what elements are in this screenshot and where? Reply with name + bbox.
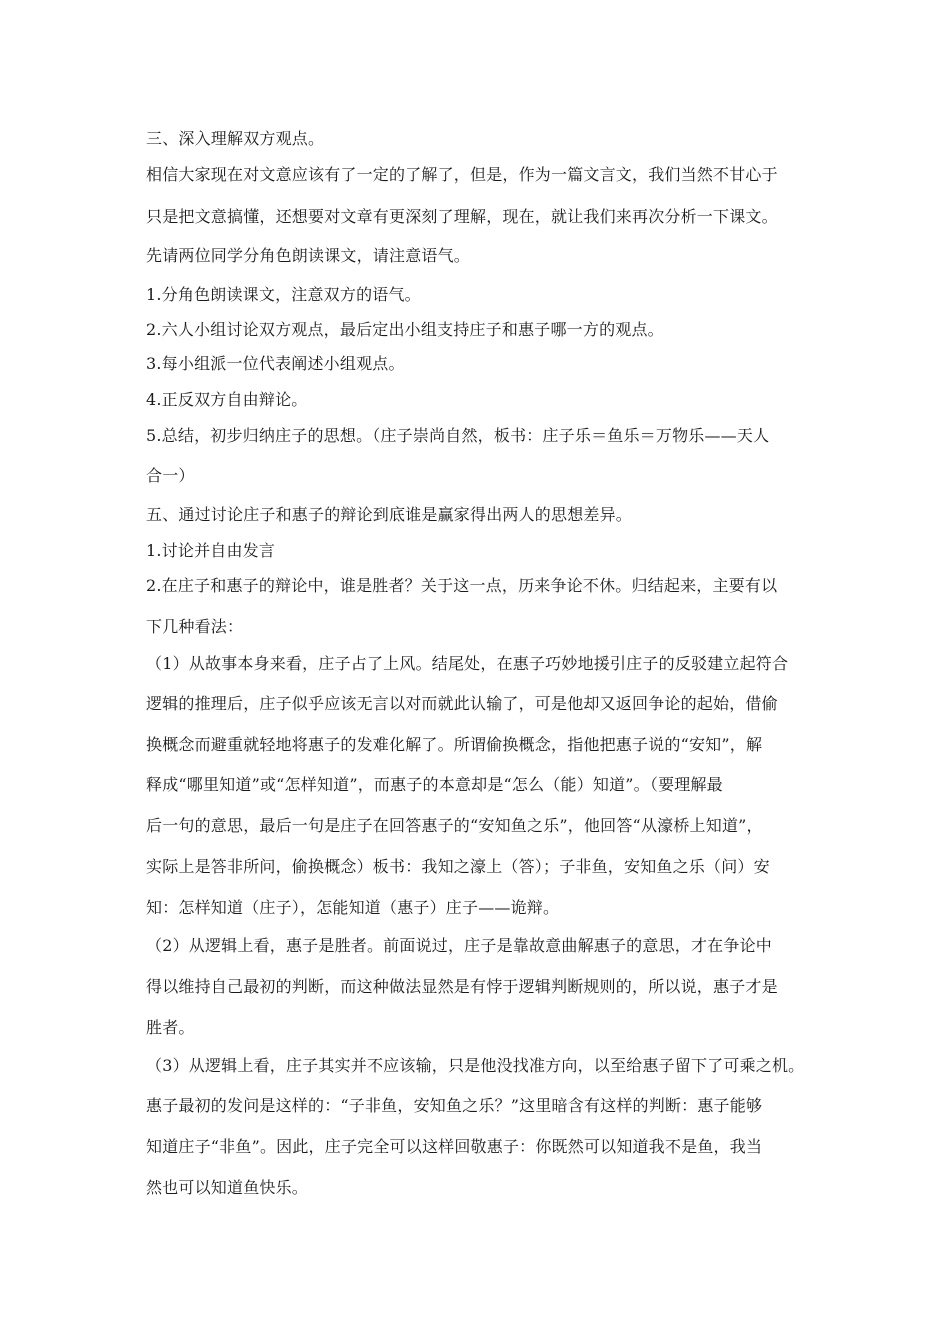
list-item: 2.在庄子和惠子的辩论中，谁是胜者？关于这一点，历来争论不休。归结起来，主要有以 [146, 576, 778, 595]
paragraph-line: 得以维持自己最初的判断，而这种做法显然是有悖于逻辑判断规则的，所以说，惠子才是 [146, 977, 778, 996]
paragraph-line: 相信大家现在对文意应该有了一定的了解了，但是，作为一篇文言文，我们当然不甘心于 [146, 165, 778, 184]
paragraph-line: 后一句的意思，最后一句是庄子在回答惠子的“安知鱼之乐”，他回答“从濠桥上知道”， [146, 816, 763, 835]
list-item: 5.总结，初步归纳庄子的思想。（庄子崇尚自然，板书：庄子乐＝鱼乐＝万物乐——天人 [146, 426, 770, 445]
paragraph-line: 惠子最初的发问是这样的：“子非鱼，安知鱼之乐？”这里暗含有这样的判断：惠子能够 [146, 1096, 763, 1115]
paragraph-line: 实际上是答非所问，偷换概念）板书：我知之濠上（答）；子非鱼，安知鱼之乐（问）安 [146, 857, 770, 876]
paragraph-line: 逻辑的推理后，庄子似乎应该无言以对而就此认输了，可是他却又返回争论的起始，借偷 [146, 694, 778, 713]
paragraph-line: 只是把文意搞懂，还想要对文章有更深刻了理解，现在，就让我们来再次分析一下课文。 [146, 207, 778, 226]
paragraph-line: 合一） [146, 466, 195, 485]
section-heading-3: 三、深入理解双方观点。 [146, 129, 325, 148]
section-heading-5: 五、通过讨论庄子和惠子的辩论到底谁是赢家得出两人的思想差异。 [146, 505, 633, 524]
paragraph-line: 先请两位同学分角色朗读课文，请注意语气。 [146, 246, 471, 265]
sub-item: （3）从逻辑上看，庄子其实并不应该输，只是他没找准方向，以至给惠子留下了可乘之机。 [146, 1056, 805, 1075]
list-item: 2.六人小组讨论双方观点，最后定出小组支持庄子和惠子哪一方的观点。 [146, 320, 664, 339]
sub-item: （1）从故事本身来看，庄子占了上风。结尾处，在惠子巧妙地援引庄子的反驳建立起符合 [146, 654, 789, 673]
list-item: 1.讨论并自由发言 [146, 541, 276, 560]
list-item: 3.每小组派一位代表阐述小组观点。 [146, 354, 405, 373]
sub-item: （2）从逻辑上看，惠子是胜者。前面说过，庄子是靠故意曲解惠子的意思，才在争论中 [146, 936, 772, 955]
paragraph-line: 换概念而避重就轻地将惠子的发难化解了。所谓偷换概念，指他把惠子说的“安知”，解 [146, 735, 763, 754]
list-item: 1.分角色朗读课文，注意双方的语气。 [146, 285, 421, 304]
paragraph-line: 胜者。 [146, 1018, 195, 1037]
list-item: 4.正反双方自由辩论。 [146, 390, 308, 409]
paragraph-line: 释成“哪里知道”或“怎样知道”，而惠子的本意却是“怎么（能）知道”。（要理解最 [146, 775, 723, 794]
paragraph-line: 知：怎样知道（庄子），怎能知道（惠子）庄子——诡辩。 [146, 898, 560, 917]
paragraph-line: 然也可以知道鱼快乐。 [146, 1178, 309, 1197]
paragraph-line: 下几种看法： [146, 617, 244, 636]
paragraph-line: 知道庄子“非鱼”。因此，庄子完全可以这样回敬惠子：你既然可以知道我不是鱼，我当 [146, 1137, 763, 1156]
